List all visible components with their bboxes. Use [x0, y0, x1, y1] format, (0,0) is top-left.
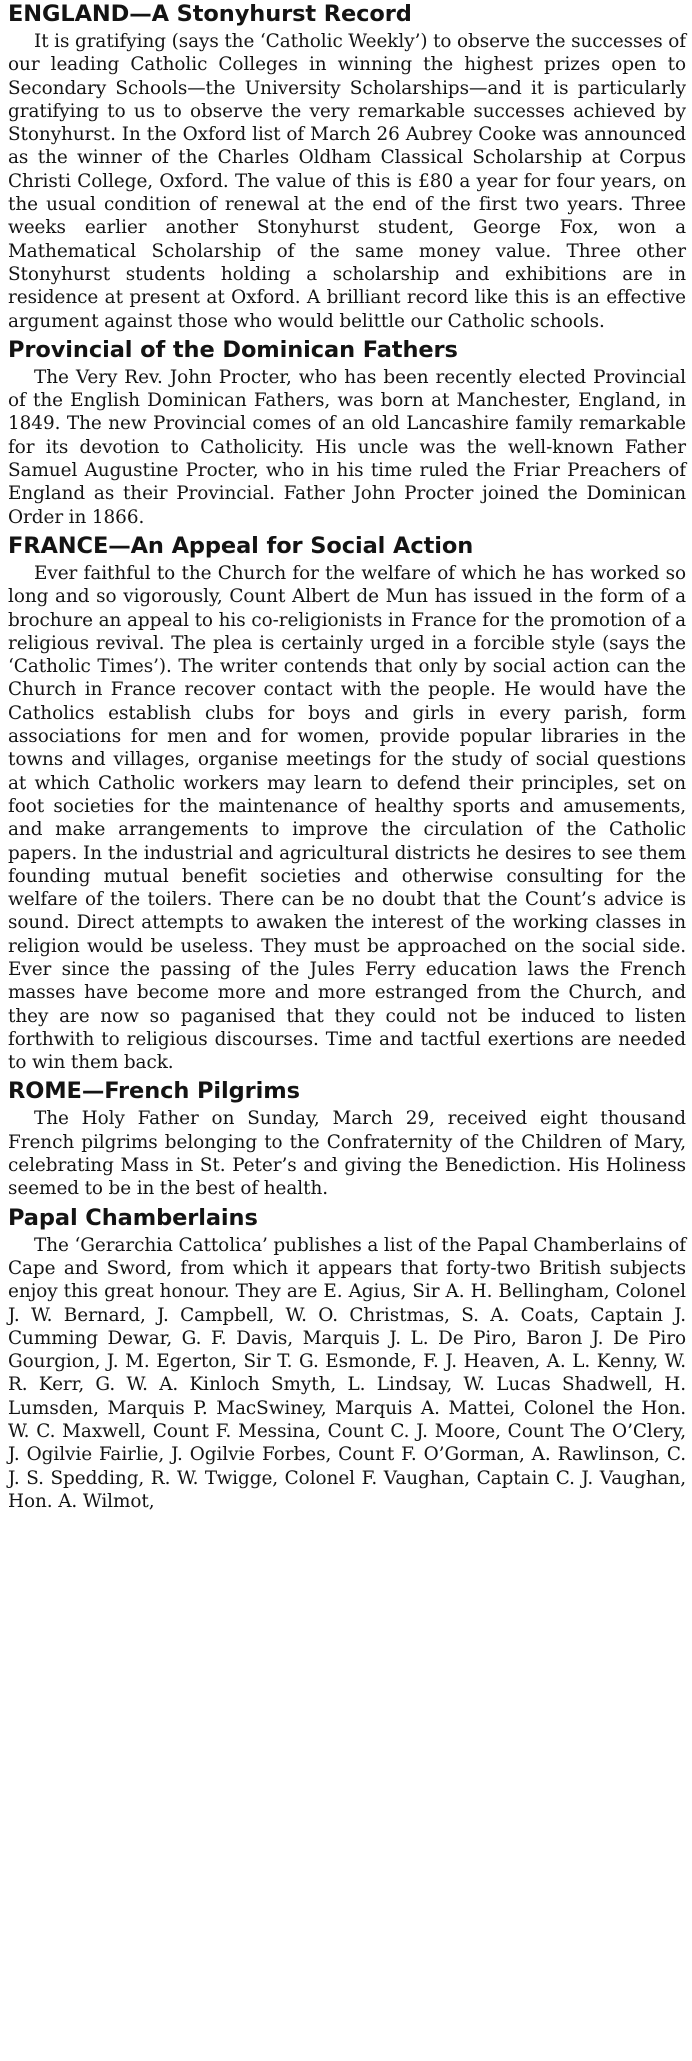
article-heading: Papal Chamberlains	[8, 1204, 258, 1231]
article-stonyhurst-record	[8, 0, 686, 333]
article-body: The Very Rev. John Procter, who has been recently elected Provincial of the English Dominican Fathers, was born at Manchester, England, in 1849. The new Provincial comes of an old Lancashire family remarkable for its devotion to Catholicity. His uncle was the well-known Father Samuel Augustine Procter, who in his time ruled the Friar Preachers of England as their Provincial. Father John Procter joined the Dominican Order in 1866.	[8, 366, 686, 528]
article-body: The Holy Father on Sunday, March 29, received eight thousand French pilgrims belonging to the Confraternity of the Children of Mary, celebrating Mass in St. Peter’s and giving the Benediction. His Holiness seemed to be in the best of health.	[8, 1108, 686, 1200]
article-heading: ENGLAND—A Stonyhurst Record	[8, 1, 412, 27]
article-body: Ever faithful to the Church for the welfare of which he has worked so long and so vigorously, Count Albert de Mun has issued in the form of a brochure an appeal to his co-religionists in France for the promotion of a religious revival. The plea is certainly urged in a forcible style (says the ‘Catholic Times’). The writer contends that only by social action can the Church in France recover contact with the people. He would have the Catholics establish clubs for boys and girls in every parish, form associations for men and for women, provide popular libraries in the towns and villages, organise meetings for the study of social questions at which Catholic workers may learn to defend their principles, set on foot societies for the maintenance of healthy sports and amusements, and make arrangements to improve the circulation of the Catholic papers. In the industrial and agricultural districts he desires to see them founding mutual benefit societies and otherwise consulting for the welfare of the toilers. There can be no doubt that the Count’s advice is sound. Direct attempts to awaken the interest of the working classes in religion would be useless. They must be approached on the social side. Ever since the passing of the Jules Ferry education laws the French masses have become more and more estranged from the Church, and they are now so paganised that they could not be induced to listen forthwith to religious discourses. Time and tactful exertions are needed to win them back.	[8, 562, 686, 1074]
article-body: The ‘Gerarchia Cattolica’ publishes a list of the Papal Chamberlains of Cape and Sword, from which it appears that forty-two British subjects enjoy this great honour. They are E. Agius, Sir A. H. Bellingham, Colonel J. W. Bernard, J. Campbell, W. O. Christmas, S. A. Coats, Captain J. Cumming Dewar, G. F. Davis, Marquis J. L. De Piro, Baron J. De Piro Gourgion, J. M. Egerton, Sir T. G. Esmonde, F. J. Heaven, A. L. Kenny, W. R. Kerr, G. W. A. Kinloch Smyth, L. Lindsay, W. Lucas Shadwell, H. Lumsden, Marquis P. MacSwiney, Marquis A. Mattei, Colonel the Hon. W. C. Maxwell, Count F. Messina, Count C. J. Moore, Count The O’Clery, J. Ogilvie Fairlie, J. Ogilvie Forbes, Count F. O’Gorman, A. Rawlinson, C. J. S. Spedding, R. W. Twigge, Colonel F. Vaughan, Captain C. J. Vaughan, Hon. A. Wilmot,	[8, 1234, 686, 1512]
article-heading: ROME—French Pilgrims	[8, 1078, 300, 1105]
article-dominican-provincial	[8, 336, 686, 529]
article-heading: FRANCE—An Appeal for Social Action	[8, 532, 474, 559]
article-papal-chamberlains	[8, 1204, 686, 1514]
article-heading: Provincial of the Dominican Fathers	[8, 336, 458, 363]
article-france-social-action	[8, 532, 686, 1075]
article-body: It is gratifying (says the ‘Catholic Weekly’) to observe the successes of our leading Catholic Colleges in winning the highest prizes open to Secondary Schools—the University Scholarships—and it is particularly gratifying to us to observe the very remarkable successes achieved by Stonyhurst. In the Oxford list of March 26 Aubrey Cooke was announced as the winner of the Charles Oldham Classical Scholarship at Corpus Christi College, Oxford. The value of this is £80 a year for four years, on the usual condition of renewal at the end of the first two years. Three weeks earlier another Stonyhurst student, George Fox, won a Mathematical Scholarship of the same money value. Three other Stonyhurst students holding a scholarship and exhibitions are in residence at present at Oxford. A brilliant record like this is an effective argument against those who would belittle our Catholic schools.	[8, 31, 686, 332]
article-rome-french-pilgrims	[8, 1077, 686, 1200]
